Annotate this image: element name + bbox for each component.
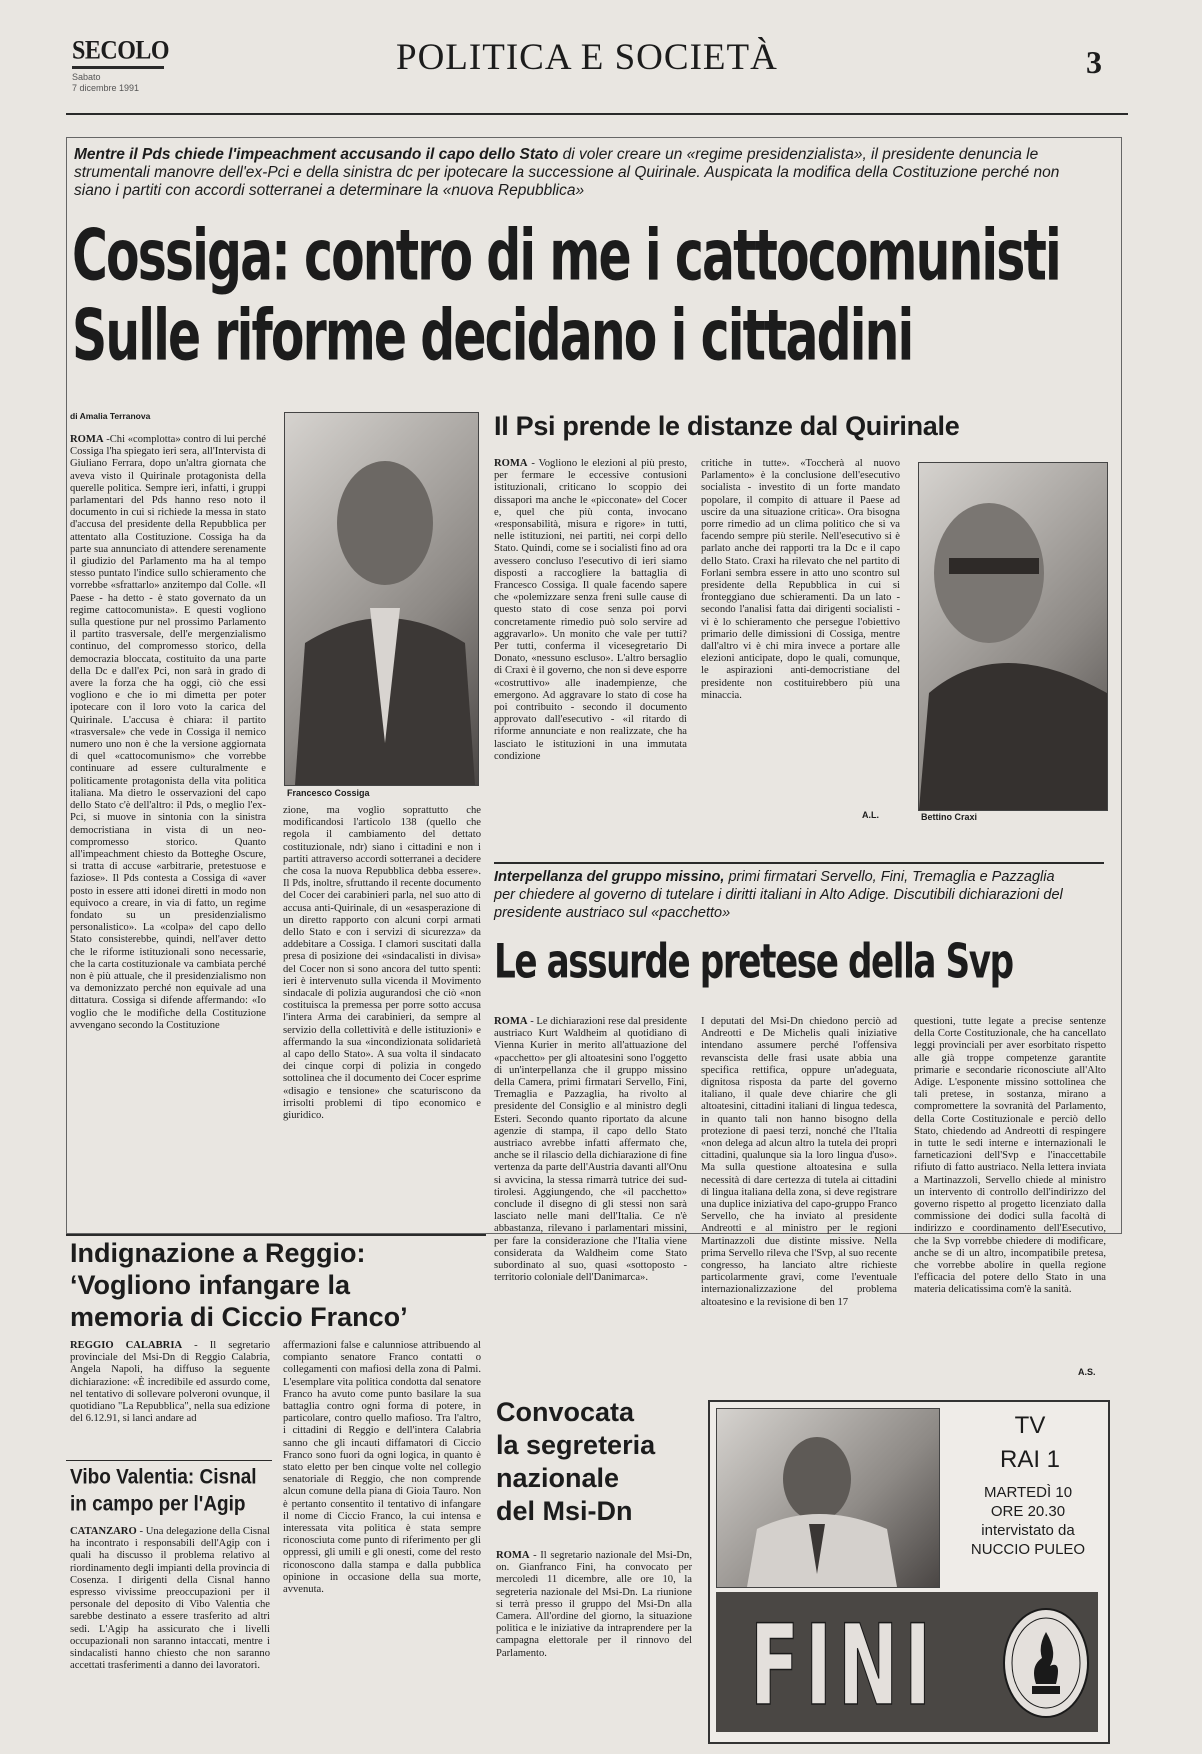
- psi-signature: A.L.: [862, 810, 879, 820]
- cossiga-photo-caption: Francesco Cossiga: [287, 788, 370, 798]
- page-number: 3: [1086, 44, 1102, 80]
- psi-col-2: [701, 458, 900, 810]
- reggio-headline-2: ‘Vogliono infangare la: [70, 1270, 351, 1300]
- logo-underline: [72, 66, 164, 69]
- psi-bottom-rule: [494, 862, 1104, 864]
- msi-col-1-text: - Il segretario nazionale del Msi-Dn, on. Gianfranco Fini, ha convocato per mercoledì 11 dicembre, alle ore 10, la segreteria nazionale del Msi-Dn. La riunione si terrà presso il gruppo del Msi-Dn alla Camera. All'ordine del giorno, la situazione politica e le iniziative da intraprendere per la campagna elettorale per il rinnovo del Parlamento.: [496, 1550, 692, 1659]
- portrait-silhouette-icon: [285, 413, 478, 785]
- psi-headline: Il Psi prende le distanze dal Quirinale: [494, 411, 960, 441]
- svp-signature: A.S.: [1078, 1367, 1096, 1377]
- lead-headline-2: Sulle riforme decidano i cittadini: [72, 296, 913, 377]
- svp-col-3-text: questioni, tutte legate a precise sentenze della Corte Costituzionale, che ha cancellato leggi provinciali per aver esorbitato rispetto alle già troppe competenze garantite primarie e secondarie riconosciute all'Alto Adige. L'esponente missino sottolinea che tali pretese, in sostanza, mirano a compromettere la sovranità del Parlamento, della Corte Costituzionale e perciò dello Stato, chiedendo ad Andreotti di respingere in tutte le sedi interne e internazionali le farneticazioni dell'Svp e l'inaccettabile rifiuto di fatto austriaco. Nella lettera inviata a Martinazzoli, Servello chiede al ministro un intervento di controllo dell'indirizzo del governo rispetto al progetto licenziato dalla commissione dei dodici sulla facoltà di indirizzo e coordinamento dell'Esecutivo, che la Svp vorrebbe chiedere di modificare, anche se di un altro, incompatibile pretesa, che vorrebbe abolire in quella regione l'efficacia del potere dello Stato in una materia delicatissima com'è la sanità.: [914, 1016, 1106, 1296]
- svp-col-1-text: - Le dichiarazioni rese dal presidente austriaco Kurt Waldheim al quotidiano di Vienna Kurier in merito all'attuazione del «pacchetto» per gli altoatesini sono l'oggetto di un'interpellanza che il gruppo missino della Camera, primi firmatari Servello, Fini, Tremaglia e Pazzaglia, ha rivolto al presidente del Consiglio e al ministro degli Esteri. Secondo quanto riportato da alcune agenzie di stampa, il capo dello Stato austriaco avrebbe infatti affermato che, anche se il rilascio della dichiarazione di fine vertenza da parte dell'Austria davanti all'Onu si avvicina, la stessa rimarrà tutrice dei sud-tirolesi. Aggiungendo, che «il pacchetto» conclude il disegno di gli stessi non sarà lasciato nelle mani dell'Italia. Ce n'è abbastanza, rilevano i parlamentari missini, per fare la considerazione che l'Italia viene considerata da Waldheim come Stato subordinato al suo, quasi «sottoposto - territorio coloniale dell'Danimarca».: [494, 1016, 687, 1284]
- portrait-silhouette-icon-3: [717, 1409, 939, 1587]
- craxi-photo-caption: Bettino Craxi: [921, 812, 978, 822]
- svp-summary-rest: primi firmatari Servello, Fini, Tremaglia e Pazzaglia per chiedere al governo di tutelare i diritti italiani in Alto Adige. Discutibili dichiarazioni del presidente austriaco sul «pacchetto»: [494, 869, 1063, 921]
- tv-ad-day: MARTEDÌ 10: [983, 1484, 1073, 1501]
- lead-summary: [74, 146, 1094, 200]
- svp-col-3: [914, 1016, 1106, 1366]
- msi-headline-2: la segreteria: [496, 1430, 656, 1460]
- psi-col-2-text: critiche in tutte». «Toccherà al nuovo Parlamento» è la conclusione dell'esecutivo socialista - investito di un forte mandato popolare, il compito di attuare il Paese ad uscire da una situazione critica». Ora bisogna porre rimedio ad un clima politico che si va facendo sempre più sterile. Nell'esecutivo si è parlato anche dei rapporti tra la Dc e il capo dello Stato. Craxi ha rilevato che nel partito di Forlani sembra essere in atto uno scontro sul presidente della Repubblica in cui si fronteggiano due schieramenti. Da un lato - secondo l'analisi fatta dai dirigenti socialisti - vi è lo schieramento che persegue l'obiettivo primario delle dimissioni di Cossiga, mentre dall'altro vi è chi mira invece a portare alle elezioni anticipate, dopo le quali, comunque, le aspirazioni anti-democristiane del presidente non costituirebbero più una minaccia.: [701, 458, 900, 701]
- lead-col-1: [70, 434, 266, 1322]
- vibo-dateline: CATANZARO: [70, 1526, 137, 1537]
- section-title: POLITICA E SOCIETÀ: [396, 37, 778, 78]
- psi-col-1: [494, 458, 687, 822]
- masthead-logo: SECOLO: [72, 36, 170, 66]
- svp-col-1: [494, 1016, 687, 1380]
- flame-logo-icon: [1000, 1604, 1092, 1722]
- fini-photo: [716, 1408, 940, 1588]
- craxi-photo: [918, 462, 1108, 811]
- svp-col-2: [701, 1016, 897, 1380]
- lead-col-2-text: zione, ma voglio soprattutto che modificandosi l'articolo 138 (quello che regola il cambiamento del dettato costituzionale, ndr) siano i cittadini e non i partiti attraverso accordi sotterranei a decidere che cosa la nuova Repubblica debba essere». Il Pds, inoltre, sfruttando il recente documento del Cocer dei carabinieri parla, nel suo atto di accusa anti-Quirinale, di un «esasperazione di un diretto rapporto con alcuni corpi armati dello Stato e con i servizi di sicurezza» da addebitare a Cossiga. I clamori suscitati dalla presa di posizione dei «sindacalisti in divisa» del Cocer non si sono ancora del tutto spenti: ieri è intervenuto sulla vicenda il Movimento sindacale di polizia augurandosi che ciò «non costituisca la premessa per porre sotto accusa l'intera Arma dei carabinieri, da sempre al servizio della collettività e delle istituzioni» e affermando la sua «incondizionata solidarietà al capo dello Stato». A sua volta il sindacato dei cinque corpi di polizia in congedo sottolinea che il documento dei Cocer esprime «disagio e tensione» che scaturiscono da irrisolti problemi di tipo economico e giuridico.: [283, 805, 481, 1122]
- reggio-col-1: [70, 1340, 270, 1462]
- lead-dateline: ROMA: [70, 434, 104, 445]
- lead-byline: di Amalia Terranova: [70, 411, 151, 421]
- svp-col-2-text: I deputati del Msi-Dn chiedono perciò ad Andreotti e De Michelis quali iniziative intendano assumere perché l'offensiva revanscista delle frasi usate abbia una specifica rettifica, oppure un'adeguata, dignitosa risposta da parte del governo italiano, il quale deve chiarire che gli altoatesini, cittadini italiani di lingua tedesca, in quanto tali non hanno bisogno della protezione di paesi terzi, nonché che l'Italia «non delega ad alcun altro la tutela dei propri cittadini, qualunque sia la loro lingua d'uso». Ma sulla questione altoatesina e sulla necessità di dare certezza di tutela ai cittadini di lingua italiana della zona, si deve registrare una duplice iniziativa del capo-gruppo Franco Servello, che ha inviato al presidente Andreotti e al ministro per le regioni Martinazzoli due distinte missive. Nella prima Servello rileva che l'Svp, al suo recente congresso, ha lanciato altre richieste particolarmente gravi, come l'eventuale internazionalizzazione del problema altoatesino e la revisione di ben 17: [701, 1016, 897, 1308]
- vibo-headline-1: Vibo Valentia: Cisnal: [70, 1466, 257, 1490]
- reggio-col-2: [283, 1340, 481, 1740]
- svp-headline: Le assurde pretese della Svp: [494, 936, 1013, 990]
- vibo-col-1-text: - Una delegazione della Cisnal ha incontrato i responsabili dell'Agip con i quali ha discusso il problema relativo al riordinamento degli impianti della provincia di Cosenza. I dirigenti della Cisnal hanno espresso vivissime preoccupazioni per il personale del deposito di Vibo Valentia che sarebbe destinato a essere trasferito ad altri sedi. L'Agip ha assicurato che i livelli occupazionali non saranno intaccati, mentre i sindacalisti hanno chiesto che non saranno accettati trasferimenti a danno dei lavoratori.: [70, 1526, 270, 1672]
- reggio-dateline: REGGIO CALABRIA: [70, 1340, 183, 1351]
- psi-col-1-text: - Vogliono le elezioni al più presto, per fermare le eccessive contusioni istituzionali, criticano lo scoppio dei dissapori ma anche le «picconate» del Cocer e, quel che più conta, invocano «responsabilità, misura e rigore» in tutti, nelle istituzioni, nei partiti, nei corpi dello Stato. Quindi, come se i socialisti fino ad ora avessero concluso l'esecutivo di ieri siamo disposti a raccogliere la battaglia di Francesco Cossiga. Il quale facendo sapere che «polemizzare senza freni sulle cause di questo stato di cose senza poi porvi concretamente rimedio può solo servire ad aggravarlo». Un monito che vale per tutti? Per tutti, conferma il vicesegretario Di Donato, «nessuno escluso». L'altro bersaglio di Craxi è il governo, che non si deve esporre «costruttivo» alle inadempienze, che emergono. Ad aggravare lo stato di cose ha poi contribuito - secondo il documento approvato dall'esecutivo - «il ritardo di riforme annunciate e non realizzate, che ha lasciato le istituzioni in una immutata condizione: [494, 458, 687, 762]
- tv-ad-label: TV: [1014, 1412, 1046, 1439]
- cossiga-photo: [284, 412, 479, 786]
- msi-headline-3: nazionale: [496, 1463, 620, 1493]
- reggio-headline-3: memoria di Ciccio Franco’: [70, 1302, 408, 1332]
- portrait-silhouette-icon-2: [919, 463, 1107, 810]
- reggio-col-2-text: affermazioni false e calunniose attribuendo al compianto senatore Franco contatti o collegamenti con mafiosi della zona di Palmi. L'esemplare vita politica condotta dal senatore Franco ha avuto come punto basilare la sua battaglia contro ogni forma di potere, in particolare, contro quello mafioso. Tra l'altro, i cittadini di Reggio e dell'intera Calabria sanno che gli incauti diffamatori di Ciccio Franco sono fuori da ogni logica, in quanto è stato eletto per ben cinque volte nel collegio senatoriale di Reggio, che non comprende alcun comune della piana di Gioia Tauro. Non è pertanto consentito il tentativo di infangare il nome di Ciccio Franco, la cui intensa e interessata vita politica è stata sempre riconosciuta come punto di riferimento per gli oppressi, gli umili e gli onesti, come del resto riconoscono dalla stampa e dalla pubblica opinione in occasione della sua morte, avvenuta.: [283, 1340, 481, 1596]
- vibo-headline-2: in campo per l'Agip: [70, 1493, 246, 1517]
- tv-ad-time: ORE 20.30: [990, 1503, 1066, 1520]
- msi-col-1: [496, 1550, 692, 1740]
- lead-summary-bold: Mentre il Pds chiede l'impeachment accusando il capo dello Stato: [74, 146, 559, 163]
- tv-ad-interview: intervistato da: [981, 1522, 1075, 1539]
- masthead-date: 7 dicembre 1991: [72, 83, 140, 93]
- svp-summary-bold: Interpellanza del gruppo missino,: [494, 869, 725, 885]
- vibo-col-1: [70, 1526, 270, 1738]
- msi-headline-4: del Msi-Dn: [496, 1496, 633, 1526]
- svp-dateline: ROMA: [494, 1016, 528, 1027]
- msi-headline-1: Convocata: [496, 1397, 635, 1427]
- psi-dateline: ROMA: [494, 458, 528, 469]
- reggio-col-1-text: - Il segretario provinciale del Msi-Dn di Reggio Calabria, Angela Napoli, ha diffuso la seguente dichiarazione: «È incredibile ed assurdo come, nel tentativo di sollevare polveroni ovunque, il quotidiano "La Repubblica", nella sua edizione del 6.12.91, si lanci andare ad: [70, 1340, 270, 1425]
- tv-ad-host: NUCCIO PULEO: [970, 1541, 1086, 1558]
- lead-col-1-text: -Chi «complotta» contro di lui perché Cossiga l'ha spiegato ieri sera, all'Intervista di Giuliano Ferrara, dopo un'altra giornata che aveva visto il Quirinale protagonista della querelle politica. Sempre ieri, infatti, i gruppi parlamentari del Pds hanno reso noto il documento in cui si richiede la messa in stato d'accusa del presidente della Repubblica per attentato alla Costituzione. Cossiga ha da parte sua annunciato di attendere serenamente il giudizio del Parlamento ma ha al tempo stesso puntato l'indice sullo schieramento che vorrebbe «sfrattarlo» anzitempo dal Colle. «Il Paese - ha detto - è stato governato da un regime cattocomunista». E questi vogliono sulla questione pur nel prossimo Parlamento il partito trasversale, dell'e mergenzialismo continuo, del compromesso storico, della democrazia bloccata, costituito da una parte della Dc e dall'ex Pci, non sarà in grado di avere la forza che ha oggi, ciò che essi vogliono e che io mi dimetta per poter ipotecare con il loro voto la carica del Quirinale. L'accusa è chiara: il partito «trasversale» che vede in Cossiga il nemico numero uno non è che la versione aggiornata di quel «cattocomunismo» che vorrebbe continuare ad essere culturalmente e politicamente protagonista della vita politica italiana. Ma dietro le osservazioni del capo dello Stato c'è dell'altro: il Pds, o meglio l'ex-Pci, si muove in sintonia con la sinistra democristiana in vista di un neo-compromesso storico. Quanto all'impeachment chiesto da Botteghe Oscure, si tratta di accuse «arbitrarie, pretestuose e faziose». Il Pds contesta a Cossiga di «aver posto in essere atti idonei diretti in modo non equivoco a creare, in via di fatto, un regime fondato su un presidenzialismo personalistico». La «colpa» del capo dello Stato consisterebbe, quindi, nell'aver detto che le riforme istituzionali sono necessarie, che la carta costituzionale va cambiata perché non è più attuale, che il presidenzialismo non va demonizzato perché non equivale ad una dittatura. Cossiga si difende affermando: «Io voglio che le modifiche della Costituzione avvengano secondo la Costituzione: [70, 434, 266, 1031]
- svp-summary: [494, 868, 1074, 922]
- lead-headline-1: Cossiga: contro di me i cattocomunisti: [72, 216, 1060, 297]
- tv-ad-channel: RAI 1: [999, 1446, 1061, 1473]
- reggio-headline-1: Indignazione a Reggio:: [70, 1238, 366, 1268]
- lead-col-2: [283, 805, 481, 1225]
- masthead-rule: [66, 113, 1128, 115]
- vibo-top-rule: [66, 1460, 272, 1461]
- masthead-day: Sabato: [72, 72, 101, 82]
- reggio-top-rule: [66, 1234, 486, 1236]
- fini-banner-name: FINI: [750, 1600, 938, 1731]
- msi-dateline: ROMA: [496, 1550, 530, 1561]
- lead-summary-rest: di voler creare un «regime presidenzialista», il presidente denuncia le strumentali manovre dell'ex-Pci e della sinistra dc per ipotecare la successione al Quirinale. Auspicata la modifica della Costituzione perché non siano i partiti con accordi sotterranei a determinare la «nuova Repubblica»: [74, 146, 1060, 199]
